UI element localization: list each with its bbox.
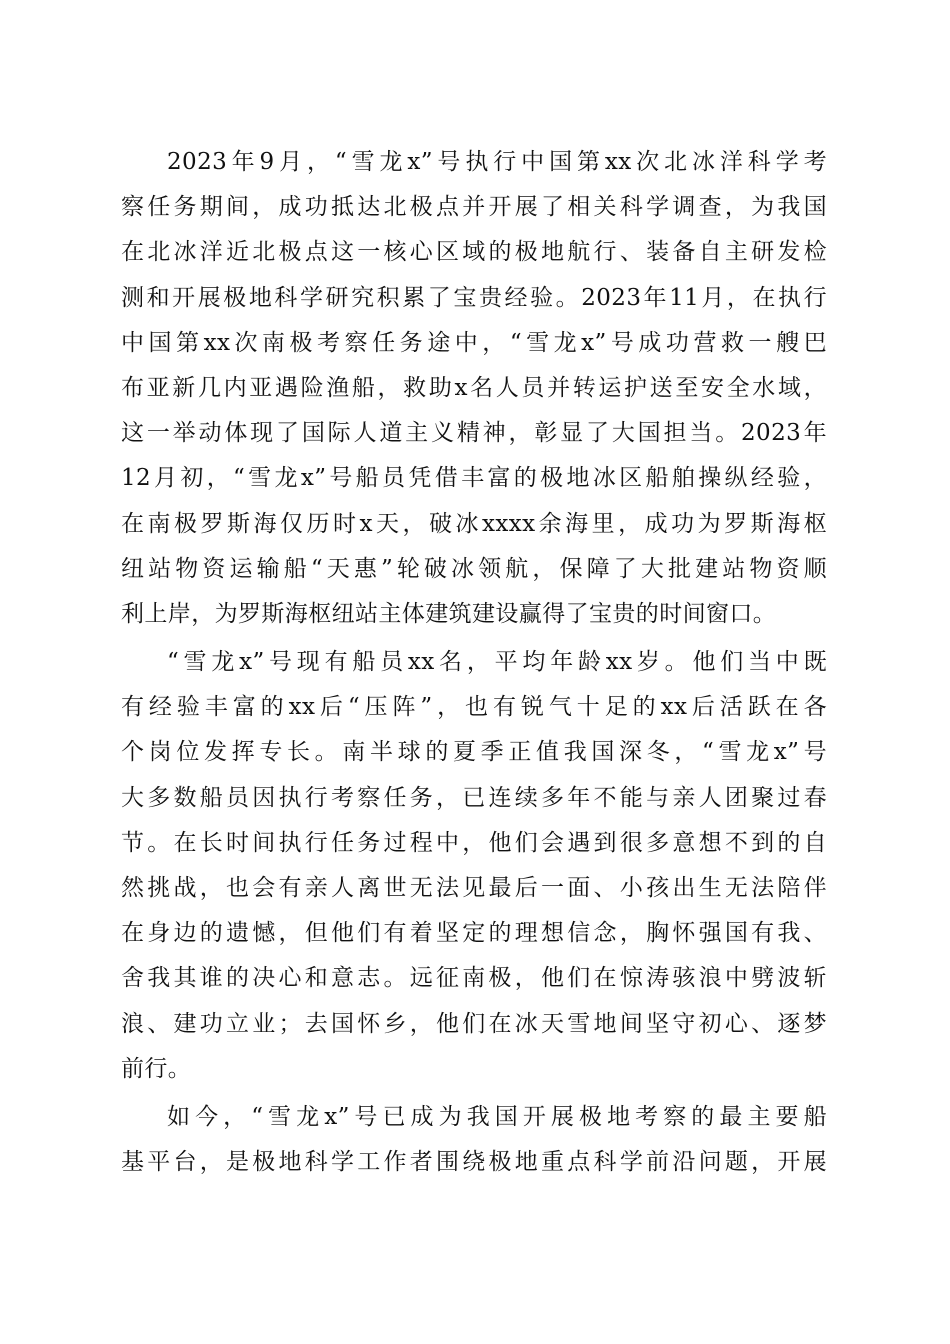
text-line: 前行。 xyxy=(121,1055,192,1082)
text-line: 在北冰洋近北极点这一核心区域的极地航行、装备自主研发检 xyxy=(121,239,827,266)
text-line: “雪龙x”号现有船员xx名，平均年龄xx岁。他们当中既 xyxy=(167,649,827,676)
text-line: 测和开展极地科学研究积累了宝贵经验。2023年11月，在执行 xyxy=(121,284,827,311)
text-line: 这一举动体现了国际人道主义精神，彰显了大国担当。2023年 xyxy=(121,420,827,447)
text-line: 有经验丰富的xx后“压阵”，也有锐气十足的xx后活跃在各 xyxy=(121,694,827,721)
paragraph-2 xyxy=(121,640,827,1092)
text-line: 浪、建功立业；去国怀乡，他们在冰天雪地间坚守初心、逐梦 xyxy=(121,1010,827,1037)
paragraph-3 xyxy=(121,1095,827,1185)
text-line: 在南极罗斯海仅历时x天，破冰xxxx余海里，成功为罗斯海枢 xyxy=(121,510,827,537)
paragraph-1 xyxy=(121,140,827,637)
text-line: 布亚新几内亚遇险渔船，救助x名人员并转运护送至安全水域， xyxy=(121,374,827,401)
text-line: 大多数船员因执行考察任务，已连续多年不能与亲人团聚过春 xyxy=(121,784,827,811)
text-line: 在身边的遗憾，但他们有着坚定的理想信念，胸怀强国有我、 xyxy=(121,920,827,947)
text-line: 如今，“雪龙x”号已成为我国开展极地考察的最主要船 xyxy=(167,1103,827,1130)
text-line: 2023年9月，“雪龙x”号执行中国第xx次北冰洋科学考 xyxy=(167,149,827,175)
text-line: 节。在长时间执行任务过程中，他们会遇到很多意想不到的自 xyxy=(121,829,827,856)
text-line: 利上岸，为罗斯海枢纽站主体建筑建设赢得了宝贵的时间窗口。 xyxy=(121,600,777,627)
text-line: 12月初，“雪龙x”号船员凭借丰富的极地冰区船舶操纵经验， xyxy=(121,465,827,492)
text-line: 纽站物资运输船“天惠”轮破冰领航，保障了大批建站物资顺 xyxy=(121,555,827,582)
text-line: 然挑战，也会有亲人离世无法见最后一面、小孩出生无法陪伴 xyxy=(121,875,827,901)
text-line: 中国第xx次南极考察任务途中，“雪龙x”号成功营救一艘巴 xyxy=(121,329,827,356)
article-body xyxy=(121,140,827,1185)
text-line: 舍我其谁的决心和意志。远征南极，他们在惊涛骇浪中劈波斩 xyxy=(121,965,827,992)
text-line: 察任务期间，成功抵达北极点并开展了相关科学调查，为我国 xyxy=(121,194,827,221)
text-line: 基平台，是极地科学工作者围绕极地重点科学前沿问题，开展 xyxy=(121,1149,827,1176)
text-line: 个岗位发挥专长。南半球的夏季正值我国深冬，“雪龙x”号 xyxy=(121,739,827,766)
